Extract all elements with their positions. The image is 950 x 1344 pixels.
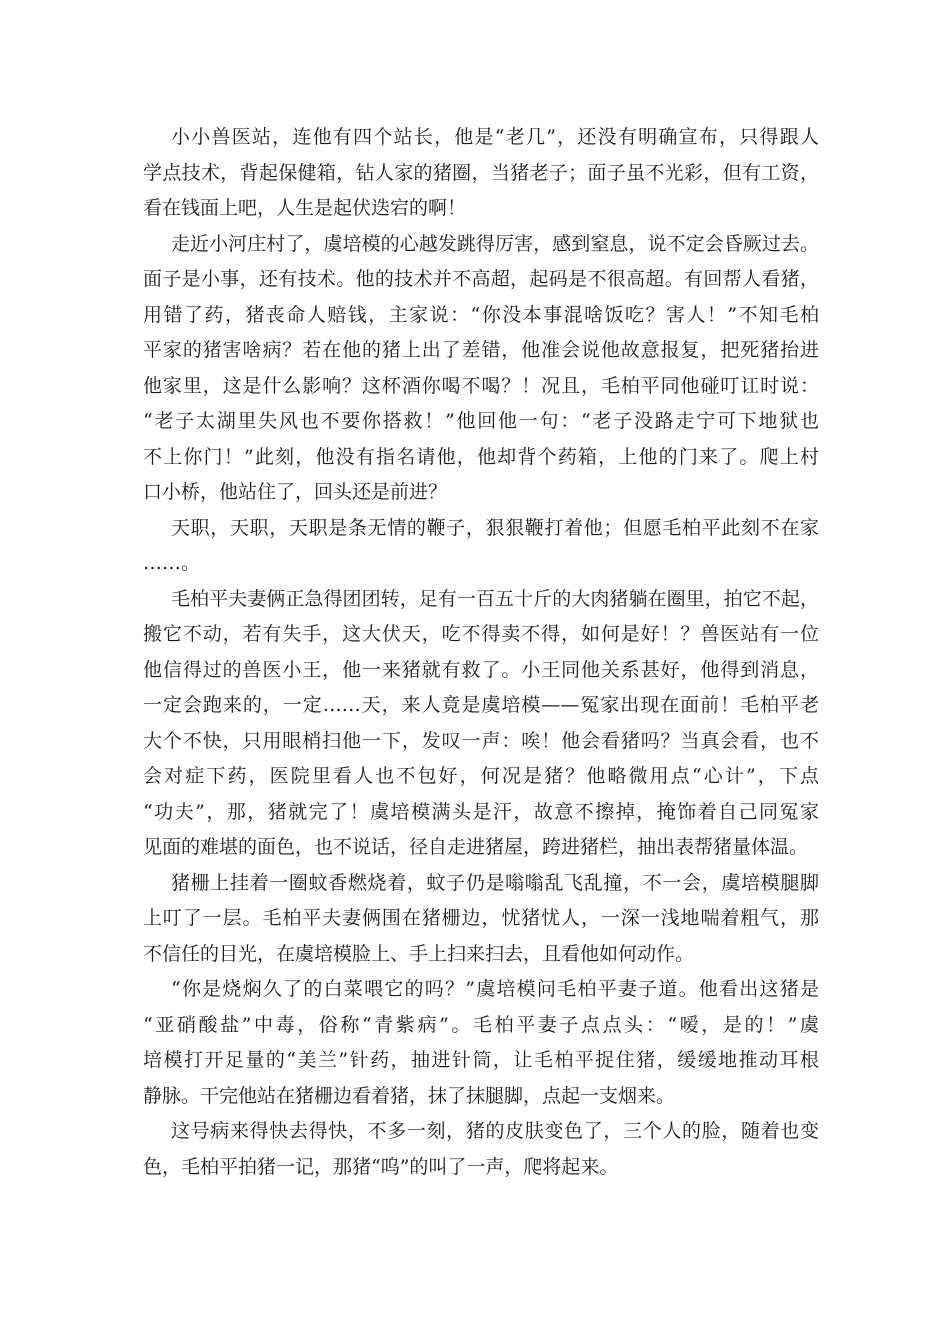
text-line: 面子是小事，还有技术。他的技术并不高超，起码是不很高超。有回帮人看猪， (143, 268, 819, 290)
text-line: 猪栅上挂着一圈蚊香燃烧着，蚊子仍是嗡嗡乱飞乱撞，不一会，虞培模腿脚 (171, 871, 819, 894)
text-line: 不上你门！”此刻，他没有指名请他，他却背个药箱，上他的门来了。爬上村 (143, 445, 819, 468)
text-line: 静脉。干完他站在猪栅边看着猪，抹了抹腿脚，点起一支烟来。 (143, 1084, 676, 1107)
text-line: “老子太湖里失风也不要你搭救！”他回他一句：“老子没路走宁可下地狱也 (143, 410, 819, 432)
text-line: “你是烧焖久了的白菜喂它的吗？”虞培模问毛柏平妻子道。他看出这猪是 (171, 978, 819, 1000)
text-line: 毛柏平夫妻俩正急得团团转，足有一百五十斤的大肉猪躺在圈里，拍它不起， (171, 587, 819, 610)
text-line: 色，毛柏平拍猪一记，那猪“呜”的叫了一声，爬将起来。 (143, 1155, 619, 1178)
text-line: 平家的猪害啥病？若在他的猪上出了差错，他准会说他故意报复，把死猪抬进 (143, 339, 819, 361)
text-line: 不信任的目光，在虞培模脸上、手上扫来扫去，且看他如何动作。 (143, 942, 695, 965)
text-line: 小小兽医站，连他有四个站长，他是“老几”，还没有明确宣布，只得跟人 (171, 126, 819, 148)
text-line: 走近小河庄村了，虞培模的心越发跳得厉害，感到窒息，说不定会昏厥过去。 (171, 232, 819, 255)
text-line: 天职，天职，天职是条无情的鞭子，狠狠鞭打着他；但愿毛柏平此刻不在家 (171, 516, 819, 539)
text-line: 一定会跑来的，一定……天，来人竟是虞培模——冤家出现在面前！毛柏平老 (143, 694, 819, 716)
text-line: 会对症下药，医院里看人也不包好，何况是猪？他略微用点“心计”，下点 (143, 765, 819, 787)
text-line: 看在钱面上吧，人生是起伏迭宕的啊！ (143, 197, 467, 219)
paragraph (143, 582, 819, 866)
text-line: 学点技术，背起保健箱，钻人家的猪圈，当猪老子；面子虽不光彩，但有工资， (143, 161, 819, 184)
paragraph (143, 120, 819, 227)
document-text-body (143, 120, 819, 1185)
text-line: 他家里，这是什么影响？这杯酒你喝不喝？！况且，毛柏平同他碰叮讧时说： (143, 374, 819, 397)
paragraph (143, 227, 819, 511)
paragraph (143, 1114, 819, 1185)
text-line: “亚硝酸盐”中毒，俗称“青紫病”。毛柏平妻子点点头：“嗳，是的！”虞 (143, 1013, 819, 1036)
paragraph (143, 866, 819, 973)
text-line: 这号病来得快去得快，不多一刻，猪的皮肤变色了，三个人的脸，随着也变 (171, 1120, 819, 1142)
text-line: 上叮了一层。毛柏平夫妻俩围在猪栅边，忧猪忧人，一深一浅地喘着粗气，那 (143, 907, 819, 929)
text-line: 口小桥，他站住了，回头还是前进？ (143, 481, 448, 503)
paragraph (143, 972, 819, 1114)
text-line: 用错了药，猪丧命人赔钱，主家说：“你没本事混啥饭吃？害人！”不知毛柏 (143, 303, 819, 326)
text-line: 搬它不动，若有失手，这大伏天，吃不得卖不得，如何是好！？兽医站有一位 (143, 623, 819, 645)
text-line: 大个不快，只用眼梢扫他一下，发叹一声：唉！他会看猪吗？当真会看，也不 (143, 729, 819, 752)
text-line: “功夫”，那，猪就完了！虞培模满头是汗，故意不擦掉，掩饰着自己同冤家 (143, 800, 819, 823)
text-line: ……。 (143, 552, 201, 574)
text-line: 见面的难堪的面色，也不说话，径自走进猪屋，跨进猪栏，抽出表帮猪量体温。 (143, 836, 809, 858)
text-line: 培模打开足量的“美兰”针药，抽进针筒，让毛柏平捉住猪，缓缓地推动耳根 (143, 1049, 819, 1071)
text-line: 他信得过的兽医小王，他一来猪就有救了。小王同他关系甚好，他得到消息， (143, 658, 819, 681)
paragraph (143, 511, 819, 582)
